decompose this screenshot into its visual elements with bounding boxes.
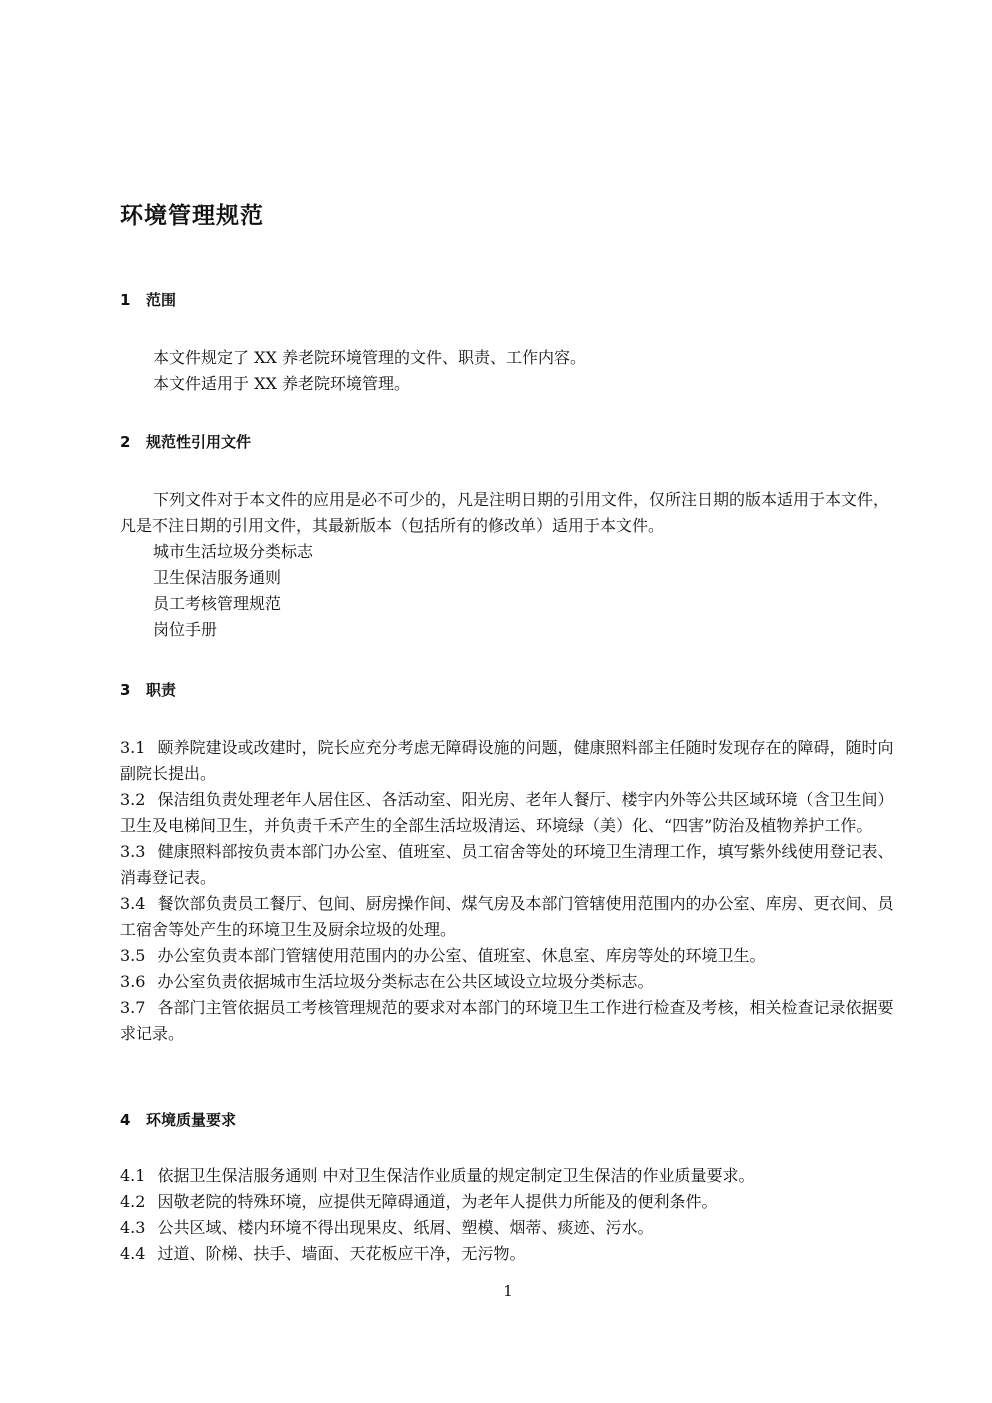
duties-body [120,735,900,1047]
clause-text: 办公室负责依据城市生活垃圾分类标志在公共区域设立垃圾分类标志。 [157,972,654,991]
section-heading [120,429,900,455]
section-quality [120,1107,900,1133]
clause [120,891,900,943]
clause-text: 餐饮部负责员工餐厅、包间、厨房操作间、煤气房及本部门管辖使用范围内的办公室、库房、更衣间、员工宿舍等处产生的环境卫生及厨余垃圾的处理。 [120,894,894,939]
section-number: 4 [120,1111,131,1129]
clause-number: 3.4 [120,894,146,913]
clause-text: 办公室负责本部门管辖使用范围内的办公室、值班室、休息室、库房等处的环境卫生。 [157,946,766,965]
section-number: 3 [120,681,131,699]
references-body [120,487,900,643]
clause [120,995,900,1047]
document-title: 环境管理规范 [120,203,264,229]
references-intro: 下列文件对于本文件的应用是必不可少的，凡是注明日期的引用文件，仅所注日期的版本适用于本文件，凡是不注日期的引用文件，其最新版本（包括所有的修改单）适用于本文件。 [120,490,890,535]
section-heading [120,1107,900,1133]
clause-number: 3.2 [120,790,146,809]
scope-body [120,345,900,397]
page-number: 1 [503,1282,513,1300]
section-number: 2 [120,433,131,451]
clause-number: 3.6 [120,972,146,991]
clause-text: 保洁组负责处理老年人居住区、各活动室、阳光房、老年人餐厅、楼宇内外等公共区域环境（含卫生间）卫生及电梯间卫生，并负责千禾产生的全部生活垃圾清运、环境绿（美）化、“四害”防治及植物养护工作。 [120,790,894,835]
clause-number: 4.3 [120,1218,146,1237]
clause-text: 依据卫生保洁服务通则 中对卫生保洁作业质量的规定制定卫生保洁的作业质量要求。 [157,1166,755,1185]
clause-text: 健康照料部按负责本部门办公室、值班室、员工宿舍等处的环境卫生清理工作，填写紫外线使用登记表、消毒登记表。 [120,842,894,887]
clause [120,1215,900,1241]
clause-number: 3.5 [120,946,146,965]
reference-item: 员工考核管理规范 [153,594,282,613]
scope-paragraph: 本文件规定了 XX 养老院环境管理的文件、职责、工作内容。 [153,348,586,367]
section-heading [120,287,900,313]
section-title: 环境质量要求 [146,1111,237,1129]
clause-number: 3.3 [120,842,146,861]
clause-number: 3.7 [120,998,146,1017]
reference-item: 岗位手册 [153,620,218,639]
clause-number: 4.4 [120,1244,146,1263]
clause [120,1163,900,1189]
clause [120,787,900,839]
reference-item: 城市生活垃圾分类标志 [153,542,314,561]
clause [120,969,900,995]
section-title: 规范性引用文件 [146,433,252,451]
section-scope [120,287,900,313]
section-references [120,429,900,455]
clause [120,1189,900,1215]
clause [120,839,900,891]
section-title: 范围 [146,291,177,309]
clause-number: 4.2 [120,1192,146,1211]
clause-number: 4.1 [120,1166,146,1185]
quality-body [120,1163,900,1267]
clause [120,1241,900,1267]
section-number: 1 [120,291,131,309]
clause-text: 各部门主管依据员工考核管理规范的要求对本部门的环境卫生工作进行检查及考核，相关检查记录依据要求记录。 [120,998,894,1043]
reference-item: 卫生保洁服务通则 [153,568,282,587]
clause [120,943,900,969]
clause-number: 3.1 [120,738,146,757]
clause [120,735,900,787]
clause-text: 过道、阶梯、扶手、墙面、天花板应干净，无污物。 [157,1244,526,1263]
section-duties [120,677,900,703]
clause-text: 因敬老院的特殊环境，应提供无障碍通道，为老年人提供力所能及的便利条件。 [157,1192,718,1211]
section-title: 职责 [146,681,177,699]
clause-text: 颐养院建设或改建时，院长应充分考虑无障碍设施的问题，健康照料部主任随时发现存在的障碍，随时向副院长提出。 [120,738,894,783]
clause-text: 公共区域、楼内环境不得出现果皮、纸屑、塑模、烟蒂、痰迹、污水。 [157,1218,654,1237]
section-heading [120,677,900,703]
scope-paragraph: 本文件适用于 XX 养老院环境管理。 [153,374,410,393]
